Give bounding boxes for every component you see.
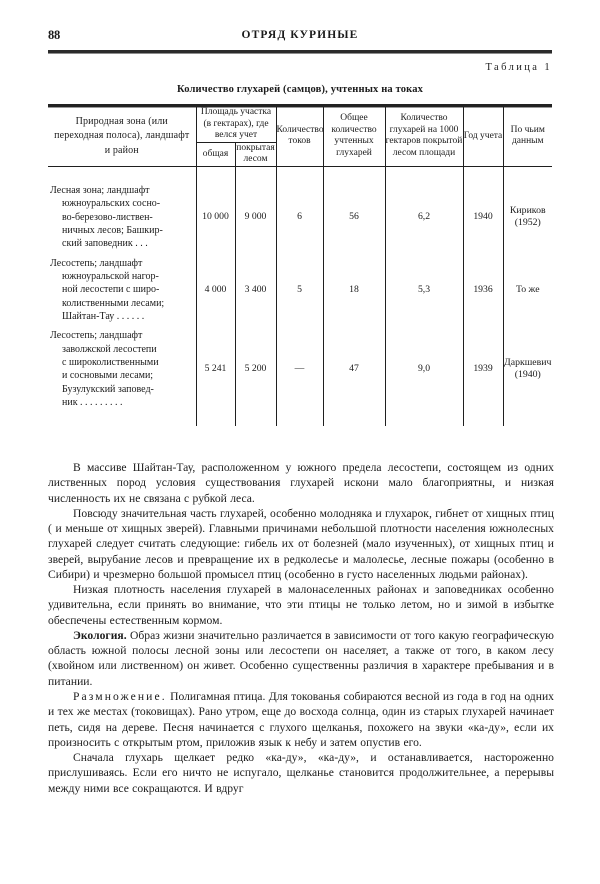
cell-leks-count: 6 [276, 181, 323, 254]
cell-density: 9,0 [385, 326, 463, 412]
header-area-group: Площадь участка (в гектарах), где велся учет [196, 107, 276, 142]
zone-cont-line: заволжской лесостепи [62, 343, 157, 355]
header-leks-count: Количество токов [276, 107, 323, 166]
paragraph-run-in: Экология. [73, 628, 127, 642]
header-year: Год учета [463, 107, 503, 166]
header-density: Количество глухарей на 1000 гектаров покрытой лесом площади [385, 107, 463, 166]
cell-density: 6,2 [385, 181, 463, 254]
zone-cont-line: и сосновыми лесами; [62, 370, 154, 382]
cell-leks-count: 5 [276, 254, 323, 327]
spacer-area-total [196, 412, 235, 426]
source-name: То же [515, 283, 540, 295]
cell-zone [48, 254, 196, 327]
zone-cont-line: колиственными лесами; [62, 297, 165, 309]
running-title: ОТРЯД КУРИНЫЕ [241, 29, 359, 41]
paragraph [48, 506, 554, 582]
paragraph-text: В массиве Шайтан-Тау, расположенном у южного предела лесостепи, состоящем из одних лиственных пород условия существования глухарей искони мало благоприятны, и низкая численность их не связана с рубкой леса. [48, 461, 554, 505]
lek-count-table [48, 107, 552, 426]
cell-zone [48, 326, 196, 412]
header-source: По чьим данным [510, 124, 545, 147]
zone-cont-line: во-березово-листвен- [62, 211, 153, 223]
body-text [48, 460, 554, 796]
table-head [48, 107, 552, 166]
header-area-total: общая [196, 142, 235, 166]
cell-year: 1939 [463, 326, 503, 412]
spacer-leks [276, 166, 323, 181]
spacer-leks [276, 412, 323, 426]
spacer-area-forested [235, 412, 276, 426]
cell-area-total: 4 000 [196, 254, 235, 327]
cell-total-counted: 47 [323, 326, 385, 412]
paragraph-text: Низкая плотность населения глухарей в малонаселенных районах и заповедниках особенно удивительна, если принять во внимание, что эти птицы не только летом, но и зимой в избытке обеспечены естественным кормом. [48, 583, 554, 627]
header-area-forested: покрытая лесом [236, 142, 275, 165]
cell-source [503, 181, 552, 254]
cell-area-forested: 3 400 [235, 254, 276, 327]
paragraph [48, 750, 554, 796]
zone-cont-line: с широколиственными [62, 357, 159, 369]
zone-cont-line: южноуральских сосно- [62, 198, 161, 210]
zone-cont-line: южноуральской нагор- [62, 270, 159, 282]
table-row [48, 181, 552, 254]
table-row [48, 326, 552, 412]
zone-cont-line: ский заповедник . . . [62, 238, 148, 250]
paragraph-text: Сначала глухарь щелкает редко «ка-ду», «ка-ду», и останавливается, настороженно прислушиваясь. Если его ничто не испугало, щелканье становится продолжительнее, а перерывы между ними все сокращаются. И вдруг [48, 751, 554, 795]
cell-leks-count: — [276, 326, 323, 412]
cell-zone [48, 181, 196, 254]
spacer-zone [48, 412, 196, 426]
cell-area-forested: 9 000 [235, 181, 276, 254]
zone-cont-line: ной лесостепи с широ- [62, 284, 160, 296]
zone-cont-line: ничных лесов; Башкир- [62, 224, 163, 236]
zone-cont-line: Бузулукский заповед- [62, 383, 154, 395]
source-name: Даркшевич [504, 357, 552, 369]
cell-source [503, 326, 552, 412]
table-container [48, 104, 552, 426]
cell-source [503, 254, 552, 327]
zone-lead-line: Лесостепь; ландшафт [50, 257, 143, 269]
paragraph [48, 582, 554, 628]
paragraph [48, 689, 554, 750]
cell-year: 1936 [463, 254, 503, 327]
table-body [48, 166, 552, 426]
spacer-area-total [196, 166, 235, 181]
spacer-density [385, 412, 463, 426]
spacer-density [385, 166, 463, 181]
header-total-counted: Общее количество учтенных глухарей [323, 107, 385, 166]
zone-lead-line: Лесостепь; ландшафт [50, 330, 143, 342]
header-rule [48, 50, 552, 53]
source-year: (1952) [514, 217, 541, 229]
cell-density: 5,3 [385, 254, 463, 327]
paragraph-text: Повсюду значительная часть глухарей, особенно молодняка и глухарок, гибнет от хищных птиц ( и меньше от хищных зверей). Главными причинами небольшой плотности населения южнолесных глухарей следует считать следующие: гибель их от болезней (мало изученных), от хищных птиц и зверей, вырубание лесов и превращение их в редколесье и малолесье, лесные пожары (особенно в Сибири) и чрезмерно большой промысел птиц (особенно в густо населенных людьми районах). [48, 506, 554, 581]
zone-cont-line: Шайтан-Тау . . . . . . [62, 310, 145, 322]
paragraph-text: Полигамная птица. Для токованья собираются весной из года в год на одних и тех же местах (токовищах). Рано утром, еще до восхода солнца, один из старых глухарей начинает петь, сидя на дереве. Песня начинается с глухого щелканья, похожего на звуки «ка-ду», если их произносить с открытым ртом, приложив язык к небу и затем опустив его. [48, 689, 554, 749]
spacer-year [463, 412, 503, 426]
body-top-spacer [48, 166, 552, 181]
body-bottom-spacer [48, 412, 552, 426]
spacer-total [323, 412, 385, 426]
spacer-total [323, 166, 385, 181]
cell-total-counted: 56 [323, 181, 385, 254]
header-zone: Природная зона (или переходная полоса), ландшафт и район [48, 107, 196, 166]
spacer-area-forested [235, 166, 276, 181]
running-head [48, 28, 552, 46]
source-year: (1940) [514, 369, 541, 381]
paragraph [48, 628, 554, 689]
table-title: Количество глухарей (самцов), учтенных на токах [177, 84, 423, 95]
cell-year: 1940 [463, 181, 503, 254]
spacer-source [503, 166, 552, 181]
spacer-source [503, 412, 552, 426]
cell-total-counted: 18 [323, 254, 385, 327]
header-row-main [48, 107, 552, 142]
paragraph-run-in-spaced: Размножение. [73, 689, 167, 703]
cell-area-forested: 5 200 [235, 326, 276, 412]
cell-area-total: 5 241 [196, 326, 235, 412]
zone-cont-line: ник . . . . . . . . . [62, 397, 123, 409]
cell-area-total: 10 000 [196, 181, 235, 254]
table-row [48, 254, 552, 327]
paragraph [48, 460, 554, 506]
spacer-zone [48, 166, 196, 181]
spacer-year [463, 166, 503, 181]
zone-lead-line: Лесная зона; ландшафт [50, 184, 150, 196]
table-number-label: Таблица 1 [485, 62, 552, 73]
page-number: 88 [48, 28, 61, 42]
source-name: Кириков [509, 205, 546, 217]
paragraph-text: Образ жизни значительно различается в зависимости от того какую географическую область южной полосы лесной зоны или лесостепи он населяет, а также от того, в каком лесу (хвойном или лиственном) он живет. Особенно существенны различия в характере пребывания и в питании. [48, 628, 554, 688]
